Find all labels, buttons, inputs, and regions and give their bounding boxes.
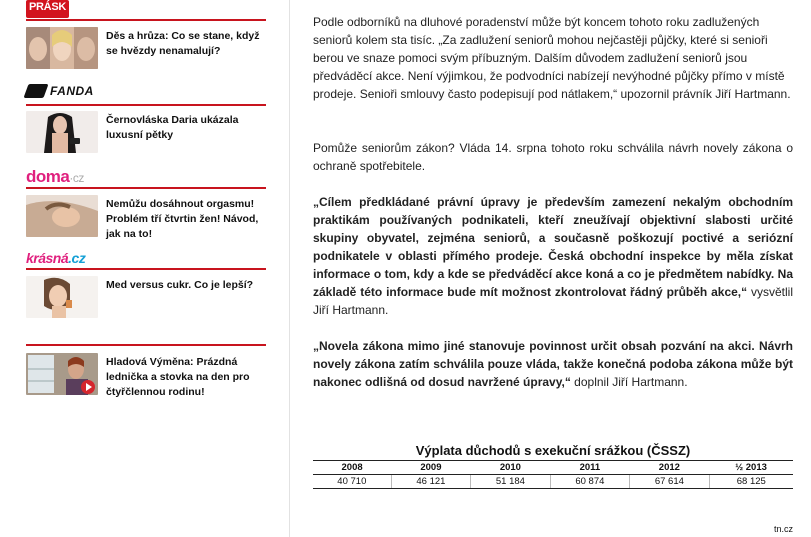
krasna-logo-tld: .cz	[68, 250, 86, 266]
table-cell: 60 874	[550, 475, 629, 489]
fanda-logo-text: FANDA	[50, 84, 94, 98]
table-header-cell: 2012	[630, 461, 709, 475]
quote-text: „Cílem předkládané právní úpravy je především zamezení nekalým obchodním praktikám používaných podnikateli, kteří zneužívají objektivní slabosti určité skupiny obyvatel, zejména seniorů, a současně poškozují poctivé a seriózní podnikatele v oblasti přímého prodeje. Česká obchodní inspekce by měla získat informace o tom, kdy a kde se předváděcí akce koná a co je předmětem nabídky. Na základě této informace bude mít možnost zkontrolovat řádný průběh akce,“	[313, 195, 793, 299]
krasna-logo-text: krásná	[26, 250, 69, 266]
prasil-logo[interactable]: PRÁSK	[26, 0, 69, 18]
section-divider	[26, 344, 266, 346]
pension-deduction-table	[313, 460, 793, 489]
table-row	[313, 475, 793, 489]
fanda-mark-icon	[23, 84, 48, 98]
sidebar-item-title[interactable]: Děs a hrůza: Co se stane, když se hvězdy nenamalují?	[106, 30, 260, 57]
table-header-cell: 2009	[391, 461, 470, 475]
sidebar-item-makeup[interactable]	[26, 27, 266, 77]
doma-logo-text: doma	[26, 167, 70, 186]
source-label: tn.cz	[773, 524, 793, 534]
article-thumbnail[interactable]	[26, 195, 98, 237]
sidebar-item-daria[interactable]	[26, 111, 266, 161]
sidebar-item-honey[interactable]	[26, 276, 266, 326]
article-thumbnail[interactable]	[26, 353, 98, 395]
sidebar-item-hladova-vymena[interactable]	[26, 353, 266, 403]
table-cell: 40 710	[313, 475, 391, 489]
article-quote-paragraph	[313, 193, 793, 319]
sidebar-item-title[interactable]: Nemůžu dosáhnout orgasmu! Problém tří čtvrtin žen! Návod, jak na to!	[106, 198, 259, 240]
article-paragraph: Pomůže seniorům zákon? Vláda 14. srpna tohoto roku schválila návrh novely zákona o ochraně spotřebitele.	[313, 141, 793, 173]
section-divider	[26, 19, 266, 21]
quote-attribution: vysvětlil Jiří Hartmann.	[313, 285, 794, 317]
table-title: Výplata důchodů s exekuční srážkou (ČSSZ)	[415, 443, 691, 458]
article-thumbnail[interactable]	[26, 276, 98, 318]
section-divider	[26, 104, 266, 106]
sidebar-item-orgasm[interactable]	[26, 195, 266, 245]
article-paragraph: Podle odborníků na dluhové poradenství může být koncem tohoto roku zadlužených seniorů kolem sta tisíc. „Za zadlužení seniorů mohou nejčastěji půjčky, které si senioři berou ve snaze pomoci svým příbuzným. Dalším důvodem zadlužení seniorů jsou předváděcí akce. Není výjimkou, že podvodníci nabízejí nevýhodné půjčky přímo v místě prodeje. Senioři smlouvy často podepisují pod nátlakem,“ upozornil právník Jiří Hartmann.	[313, 15, 791, 101]
related-articles-sidebar	[0, 0, 268, 537]
column-divider	[289, 0, 290, 537]
fanda-logo[interactable]	[26, 84, 94, 98]
doma-logo[interactable]	[26, 167, 84, 187]
section-divider	[26, 187, 266, 189]
table-cell: 46 121	[391, 475, 470, 489]
table-cell: 67 614	[630, 475, 709, 489]
section-divider	[26, 268, 266, 270]
quote-attribution: doplnil Jiří Hartmann.	[570, 375, 688, 389]
table-header-cell: 2010	[471, 461, 550, 475]
doma-logo-tld: ·cz	[69, 171, 84, 185]
krasna-logo[interactable]	[26, 250, 85, 266]
table-header-cell: 2011	[550, 461, 629, 475]
article-thumbnail[interactable]	[26, 111, 98, 153]
article-thumbnail[interactable]	[26, 27, 98, 69]
table-header-row	[313, 461, 793, 475]
table-header-cell: 2008	[313, 461, 391, 475]
table-header-cell: ½ 2013	[709, 461, 793, 475]
quote-text: „Novela zákona mimo jiné stanovuje povinnost určit obsah pozvání na akci. Návrh novely zákona zatím schválila pouze vláda, takže konečná podoba zákona může být nakonec odlišná od dosud navržené úpravy,“	[313, 339, 793, 389]
table-cell: 51 184	[471, 475, 550, 489]
sidebar-item-title[interactable]: Med versus cukr. Co je lepší?	[106, 279, 254, 291]
table-cell: 68 125	[709, 475, 793, 489]
article-quote-paragraph	[313, 337, 793, 391]
sidebar-item-title[interactable]: Černovláska Daria ukázala luxusní pětky	[106, 114, 239, 141]
sidebar-item-title[interactable]: Hladová Výměna: Prázdná lednička a stovka na den pro čtyřčlennou rodinu!	[106, 356, 250, 398]
